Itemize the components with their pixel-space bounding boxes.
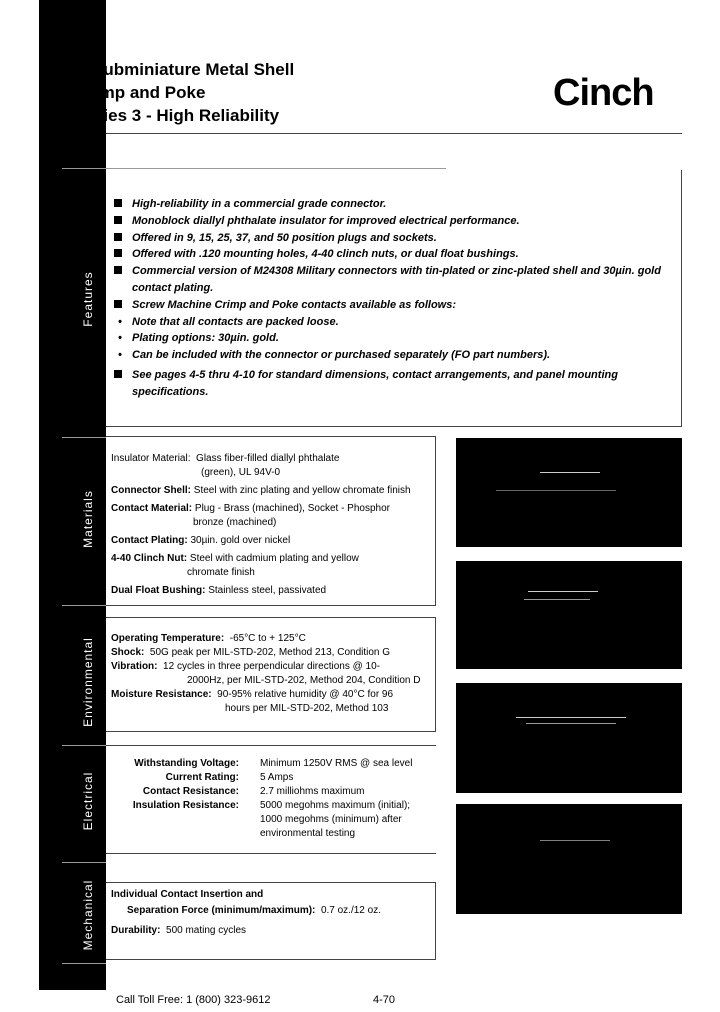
electrical-bottom-rule <box>106 853 436 854</box>
force-row-cont: Separation Force (minimum/maximum): 0.7 oz./12 oz. <box>127 905 381 916</box>
product-image <box>456 683 682 793</box>
shell-row: Connector Shell: Steel with zinc plating and yellow chromate finish <box>111 485 411 496</box>
feature-item: Offered in 9, 15, 25, 37, and 50 position plugs and sockets. <box>114 230 674 247</box>
sidebar-separator <box>62 862 106 863</box>
mechanical-specs <box>111 888 436 938</box>
materials-specs <box>111 452 433 598</box>
feature-sub-item: • Note that all contacts are packed loose. <box>118 315 339 328</box>
sidebar-separator <box>62 745 106 746</box>
voltage-row: Withstanding Voltage: Minimum 1250V RMS @ sea level <box>134 758 413 769</box>
clinch-row-cont: chromate finish <box>187 567 255 578</box>
sidebar-separator <box>62 963 106 964</box>
sidebar-separator <box>62 437 106 438</box>
section-label-environmental: Environmental <box>81 637 95 727</box>
feature-item: Screw Machine Crimp and Poke contacts available as follows: <box>114 297 674 314</box>
insulator-row-cont: (green), UL 94V-0 <box>201 467 281 478</box>
electrical-specs <box>111 757 441 841</box>
insulator-row: Insulator Material: Glass fiber-filled diallyl phthalate <box>111 453 340 464</box>
title-line-1: D-subminiature Metal Shell <box>76 60 295 79</box>
header-subrule <box>106 168 446 169</box>
current-row: Current Rating: 5 Amps <box>165 772 294 783</box>
insulation-resistance-row-cont: 1000 megohms (minimum) after <box>260 814 402 825</box>
feature-item: Monoblock diallyl phthalate insulator for improved electrical performance. <box>114 213 674 230</box>
page-title <box>76 58 294 127</box>
section-label-mechanical: Mechanical <box>81 879 95 951</box>
contact-material-row-cont: bronze (machined) <box>193 517 277 528</box>
vibration-row: Vibration: 12 cycles in three perpendicular directions @ 10- <box>111 661 380 672</box>
left-sidebar <box>39 0 106 990</box>
title-line-2: Crimp and Poke <box>76 83 206 102</box>
contact-resistance-row: Contact Resistance: 2.7 milliohms maximum <box>142 786 365 797</box>
durability-row: Durability: 500 mating cycles <box>111 925 247 936</box>
force-row: Individual Contact Insertion and <box>111 889 264 900</box>
feature-item: High-reliability in a commercial grade connector. <box>114 196 674 213</box>
shock-row: Shock: 50G peak per MIL-STD-202, Method 213, Condition G <box>111 647 391 658</box>
sidebar-separator <box>62 168 106 169</box>
sidebar-separator <box>62 605 106 606</box>
clinch-row: 4-40 Clinch Nut: Steel with cadmium plating and yellow <box>111 553 359 564</box>
vibration-row-cont: 2000Hz, per MIL-STD-202, Method 204, Condition D <box>187 675 421 686</box>
section-label-electrical: Electrical <box>81 771 95 831</box>
brand-logo: Cinch <box>553 72 654 114</box>
product-image <box>456 561 682 669</box>
title-line-3: Series 3 - High Reliability <box>76 106 280 125</box>
bushing-row: Dual Float Bushing: Stainless steel, passivated <box>111 585 327 596</box>
contact-material-row: Contact Material: Plug - Brass (machined), Socket - Phosphor <box>111 503 390 514</box>
section-label-materials: Materials <box>81 490 95 548</box>
header-rule <box>106 133 682 134</box>
moisture-row-cont: hours per MIL-STD-202, Method 103 <box>225 703 389 714</box>
electrical-top-rule <box>106 745 436 746</box>
product-image <box>456 438 682 547</box>
feature-item: See pages 4-5 thru 4-10 for standard dimensions, contact arrangements, and panel mounting specifications. <box>114 367 674 401</box>
insulation-resistance-row: Insulation Resistance: 5000 megohms maximum (initial); <box>132 800 411 811</box>
environmental-specs <box>111 632 433 716</box>
page-number: 4-70 <box>373 994 396 1006</box>
temperature-row: Operating Temperature: -65°C to + 125°C <box>111 633 306 644</box>
footer-phone: Call Toll Free: 1 (800) 323-9612 <box>116 994 271 1006</box>
insulation-resistance-row-cont: environmental testing <box>260 828 356 839</box>
moisture-row: Moisture Resistance: 90-95% relative humidity @ 40°C for 96 <box>111 689 394 700</box>
product-image <box>456 804 682 914</box>
features-list <box>114 196 674 401</box>
feature-sub-item: • Plating options: 30µin. gold. <box>118 332 279 345</box>
feature-item: Offered with .120 mounting holes, 4-40 clinch nuts, or dual float bushings. <box>114 246 674 263</box>
feature-sub-item: • Can be included with the connector or purchased separately (FO part numbers). <box>118 349 551 362</box>
feature-item: Commercial version of M24308 Military connectors with tin-plated or zinc-plated shell and 30µin. gold contact plating. <box>114 263 674 297</box>
plating-row: Contact Plating: 30µin. gold over nickel <box>111 535 291 546</box>
section-label-features: Features <box>81 271 95 327</box>
